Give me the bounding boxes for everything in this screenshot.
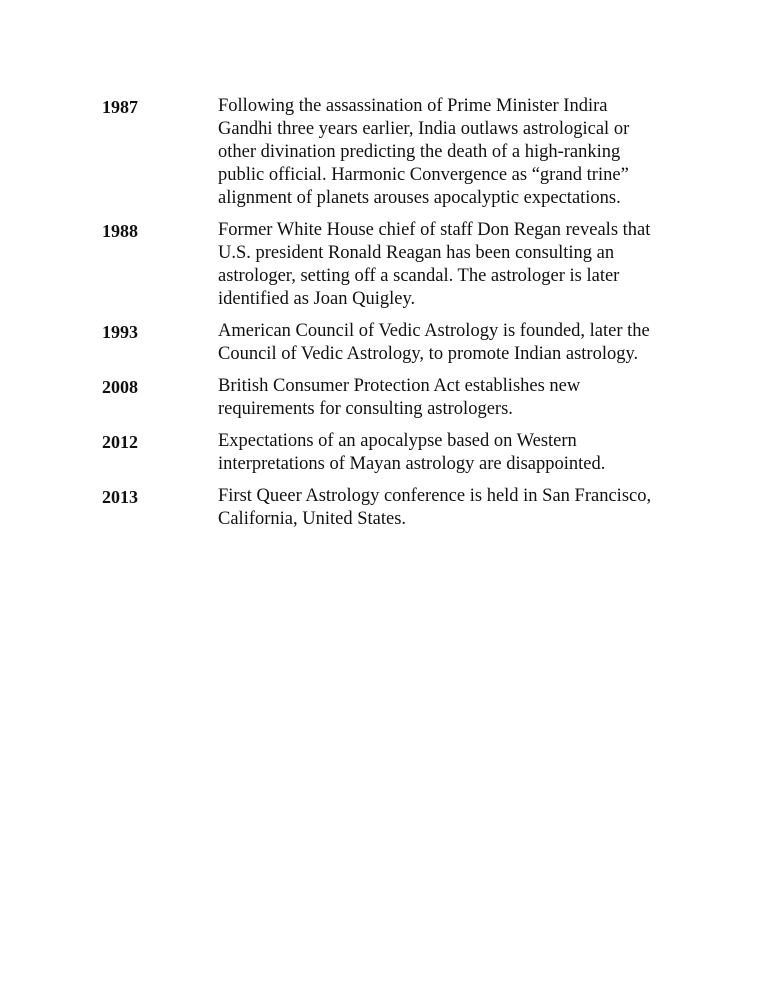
timeline-year: 1987 (102, 97, 138, 117)
timeline-entry (102, 219, 672, 311)
timeline-description: American Council of Vedic Astrology is founded, later the Council of Vedic Astrology, to promote Indian astrology. (218, 321, 650, 364)
timeline-year: 1988 (102, 221, 138, 241)
timeline-entry (102, 485, 672, 531)
timeline-description: Following the assassination of Prime Minister Indira Gandhi three years earlier, India outlaws astrological or other divination predicting the death of a high-ranking public official. Harmonic Convergence as “grand trine” alignment of planets arouses apocalyptic expectations. (218, 96, 630, 208)
timeline-entry (102, 320, 672, 366)
timeline-entry (102, 95, 672, 210)
timeline-description: Expectations of an apocalypse based on Western interpretations of Mayan astrology are disappointed. (218, 431, 606, 474)
timeline-list (102, 95, 672, 540)
timeline-description: British Consumer Protection Act establishes new requirements for consulting astrologers. (218, 376, 581, 419)
timeline-year: 2013 (102, 487, 138, 507)
timeline-year: 2008 (102, 377, 138, 397)
timeline-year: 1993 (102, 322, 138, 342)
timeline-entry (102, 430, 672, 476)
timeline-year: 2012 (102, 432, 138, 452)
timeline-description: First Queer Astrology conference is held in San Francisco, California, United States. (218, 486, 652, 529)
timeline-entry (102, 375, 672, 421)
timeline-description: Former White House chief of staff Don Regan reveals that U.S. president Ronald Reagan has been consulting an astrologer, setting off a scandal. The astrologer is later identified as Joan Quigley. (218, 220, 651, 309)
